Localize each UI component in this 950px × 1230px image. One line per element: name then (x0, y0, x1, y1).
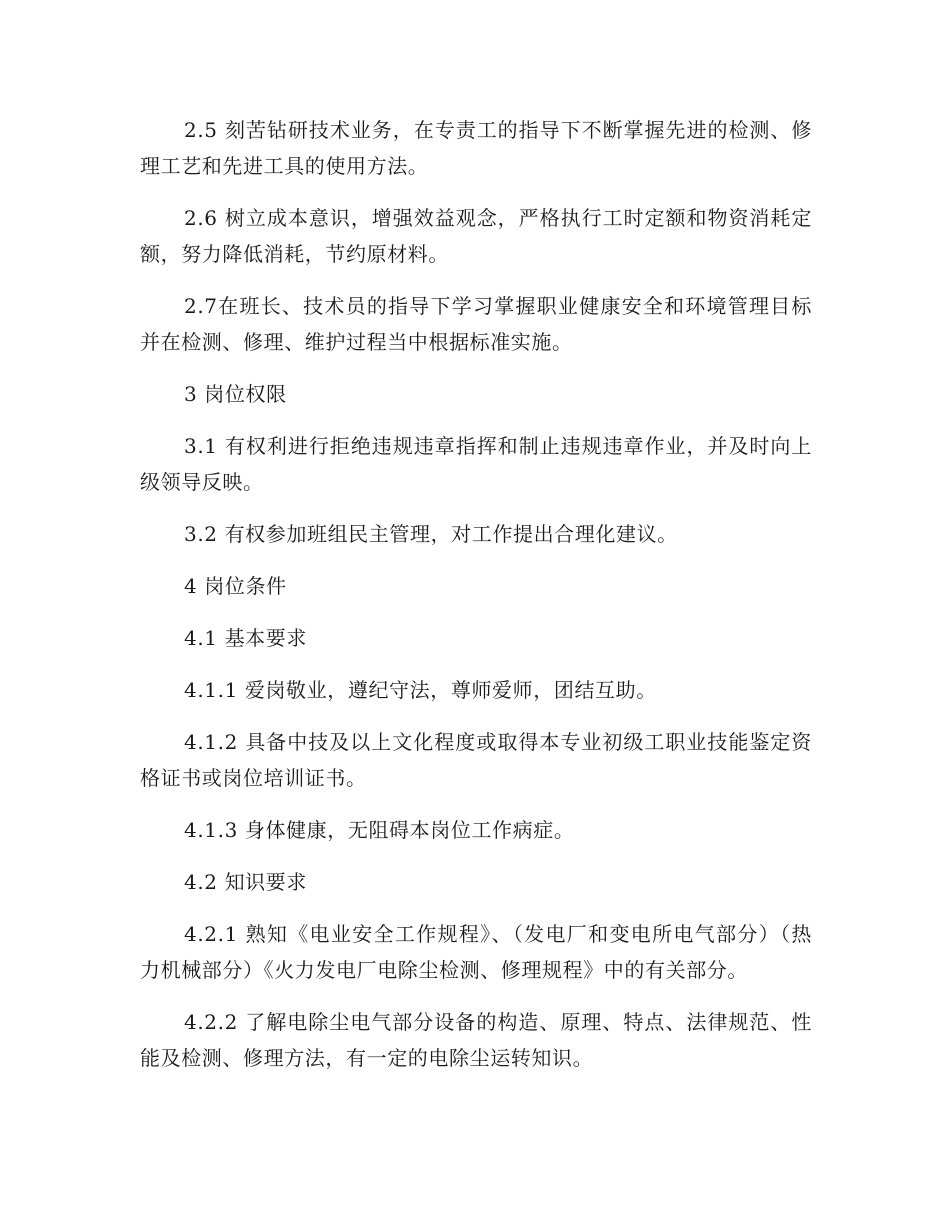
paragraph-2-7: 2.7在班长、技术员的指导下学习掌握职业健康安全和环境管理目标并在检测、修理、维护过程当中根据标准实施。 (140, 294, 812, 354)
paragraph-4-1-2: 4.1.2 具备中技及以上文化程度或取得本专业初级工职业技能鉴定资格证书或岗位培训证书。 (140, 730, 812, 790)
paragraph-4-2-2: 4.2.2 了解电除尘电气部分设备的构造、原理、特点、法律规范、性能及检测、修理方法，有一定的电除尘运转知识。 (140, 1010, 812, 1070)
subsection-heading-4-2: 4.2 知识要求 (184, 870, 307, 894)
paragraph-3-1: 3.1 有权利进行拒绝违规违章指挥和制止违规违章作业，并及时向上级领导反映。 (140, 434, 812, 494)
document-body (140, 112, 812, 1092)
paragraph-2-5: 2.5 刻苦钻研技术业务，在专责工的指导下不断掌握先进的检测、修理工艺和先进工具的使用方法。 (140, 118, 812, 178)
subsection-heading-4-1: 4.1 基本要求 (184, 626, 307, 650)
paragraph-3-2: 3.2 有权参加班组民主管理，对工作提出合理化建议。 (184, 522, 678, 546)
paragraph-4-1-1: 4.1.1 爱岗敬业，遵纪守法，尊师爱师，团结互助。 (184, 678, 657, 702)
paragraph-2-6: 2.6 树立成本意识，增强效益观念，严格执行工时定额和物资消耗定额，努力降低消耗，节约原材料。 (140, 206, 812, 266)
section-heading-4: 4 岗位条件 (184, 574, 287, 598)
section-heading-3: 3 岗位权限 (184, 382, 287, 406)
paragraph-4-1-3: 4.1.3 身体健康，无阻碍本岗位工作病症。 (184, 818, 575, 842)
paragraph-4-2-1: 4.2.1 熟知《电业安全工作规程》、（发电厂和变电所电气部分）（热力机械部分）《火力发电厂电除尘检测、修理规程》中的有关部分。 (140, 922, 812, 982)
